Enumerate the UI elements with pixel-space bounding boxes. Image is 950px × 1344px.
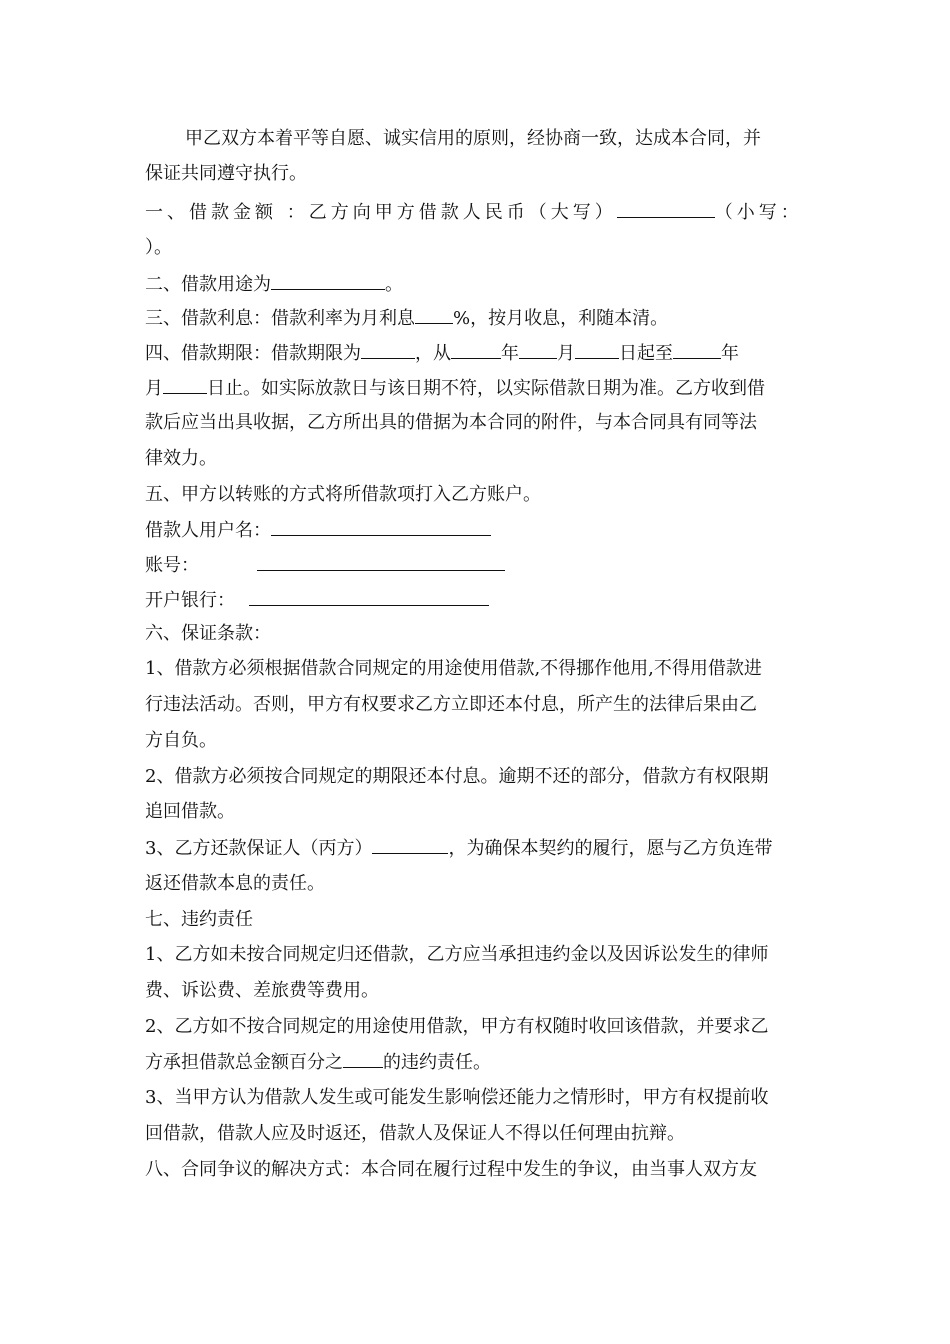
loan-term-line-4: 律效力。: [145, 448, 217, 469]
loan-amount-close: ）。: [145, 237, 172, 258]
account-number-line: [145, 553, 505, 578]
penalty-label: 方承担借款总金额百分之: [145, 1052, 343, 1073]
bank-line: [145, 588, 489, 613]
account-name-blank[interactable]: [271, 518, 491, 536]
end-month-label: 月: [145, 378, 163, 399]
term-conditions: 日止。如实际放款日与该日期不符，以实际借款日期为准。乙方收到借: [207, 378, 765, 399]
dispute-clause: 八、合同争议的解决方式：本合同在履行过程中发生的争议，由当事人双方友: [145, 1159, 757, 1180]
interest-terms: %，按月收息，利随本清。: [453, 308, 669, 329]
guarantor-terms: ，为确保本契约的履行，愿与乙方负连带: [448, 838, 773, 859]
guarantee-3-line-2: 返还借款本息的责任。: [145, 873, 325, 894]
interest-label: 三、借款利息：借款利率为月利息: [145, 308, 415, 329]
guarantee-title: 六、保证条款：: [145, 623, 271, 644]
start-year-label: 年: [501, 343, 519, 364]
breach-1-line-2: 费、诉讼费、差旅费等费用。: [145, 980, 379, 1001]
term-from: ，从: [415, 343, 451, 364]
loan-purpose-line: [145, 272, 403, 297]
account-number-blank[interactable]: [257, 553, 505, 571]
term-length-blank[interactable]: [361, 341, 415, 359]
guarantee-3-line-1: [145, 836, 772, 861]
breach-3-line-1: 3、当甲方认为借款人发生或可能发生影响偿还能力之情形时，甲方有权提前收: [145, 1087, 769, 1108]
guarantor-blank[interactable]: [372, 836, 448, 854]
end-year-blank[interactable]: [673, 341, 721, 359]
transfer-clause: 五、甲方以转账的方式将所借款项打入乙方账户。: [145, 484, 541, 505]
loan-purpose-end: 。: [385, 274, 403, 295]
loan-term-line-1: [145, 341, 739, 366]
breach-1-line-1: 1、乙方如未按合同规定归还借款，乙方应当承担违约金以及因诉讼发生的律师: [145, 944, 769, 965]
start-month-blank[interactable]: [519, 341, 557, 359]
account-name-line: [145, 518, 491, 543]
loan-purpose-blank[interactable]: [271, 272, 385, 290]
intro-line-1: 甲乙双方本着平等自愿、诚实信用的原则，经协商一致，达成本合同，并: [185, 128, 761, 149]
bank-label: 开户银行：: [145, 590, 235, 611]
interest-rate-blank[interactable]: [415, 306, 453, 324]
start-day-blank[interactable]: [575, 341, 619, 359]
start-month-label: 月: [557, 343, 575, 364]
loan-interest-line: [145, 306, 668, 331]
term-label: 四、借款期限：借款期限为: [145, 343, 361, 364]
start-day-label: 日起至: [619, 343, 673, 364]
loan-amount-label: 一、借款金额 ：乙方向甲方借款人民币（大写）: [145, 202, 617, 223]
amount-lowercase-label: （小写：: [714, 202, 803, 223]
penalty-percent-blank[interactable]: [343, 1050, 383, 1068]
guarantee-1-line-1: 1、借款方必须根据借款合同规定的用途使用借款,不得挪作他用,不得用借款进: [145, 658, 762, 679]
guarantee-1-line-2: 行违法活动。否则，甲方有权要求乙方立即还本付息，所产生的法律后果由乙: [145, 694, 757, 715]
loan-purpose-label: 二、借款用途为: [145, 274, 271, 295]
amount-uppercase-blank[interactable]: [617, 200, 715, 218]
bank-blank[interactable]: [249, 588, 489, 606]
account-name-label: 借款人用户名：: [145, 520, 271, 541]
loan-amount-line: [145, 200, 803, 225]
guarantee-2-line-2: 追回借款。: [145, 801, 235, 822]
guarantee-2-line-1: 2、借款方必须按合同规定的期限还本付息。逾期不还的部分，借款方有权限期: [145, 766, 769, 787]
penalty-terms: 的违约责任。: [383, 1052, 491, 1073]
breach-2-line-1: 2、乙方如不按合同规定的用途使用借款，甲方有权随时收回该借款，并要求乙: [145, 1016, 769, 1037]
loan-term-line-2: [145, 376, 765, 401]
end-day-blank[interactable]: [163, 376, 207, 394]
end-year-label: 年: [721, 343, 739, 364]
breach-2-line-2: [145, 1050, 491, 1075]
guarantee-1-line-3: 方自负。: [145, 730, 217, 751]
start-year-blank[interactable]: [451, 341, 501, 359]
loan-term-line-3: 款后应当出具收据，乙方所出具的借据为本合同的附件，与本合同具有同等法: [145, 412, 757, 433]
breach-3-line-2: 回借款，借款人应及时返还，借款人及保证人不得以任何理由抗辩。: [145, 1123, 685, 1144]
account-number-label: 账号：: [145, 555, 199, 576]
breach-title: 七、违约责任: [145, 909, 253, 930]
guarantor-label: 3、乙方还款保证人（丙方）: [145, 838, 373, 859]
intro-line-2: 保证共同遵守执行。: [145, 163, 307, 184]
